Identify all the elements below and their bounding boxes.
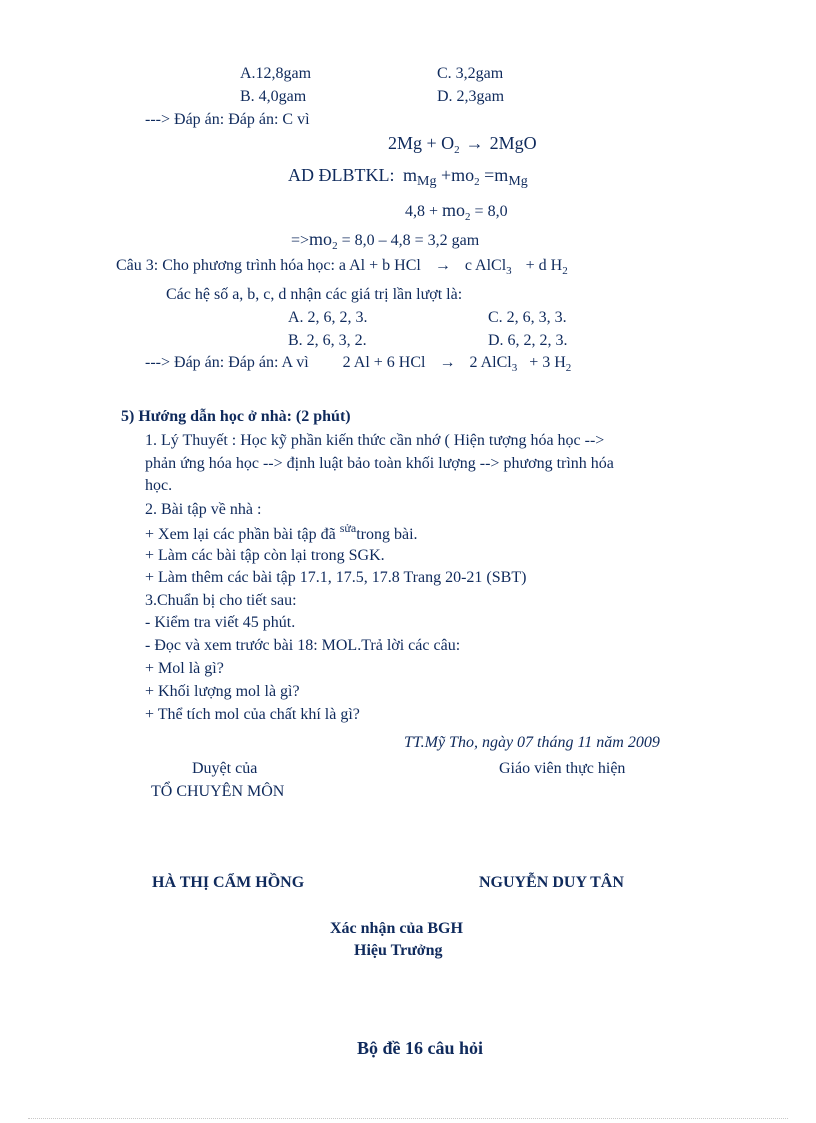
homework-line-5b: sửa — [339, 521, 357, 535]
q3-option-b: B. 2, 6, 3, 2. — [288, 332, 367, 349]
eq1-right: 2MgO — [489, 133, 537, 153]
calc2-right: = 8,0 – 4,8 = 3,2 gam — [341, 232, 480, 249]
q2-option-d: D. 2,3gam — [437, 88, 505, 105]
calc2-sub: 2 — [332, 240, 338, 252]
calc-line-1 — [405, 200, 508, 222]
q3-answer-product2: + 3 H — [529, 354, 566, 371]
homework-line-7: + Làm thêm các bài tập 17.1, 17.5, 17.8 Trang 20-21 (SBT) — [145, 569, 527, 586]
equation-mg-o2 — [388, 133, 537, 156]
arrow-icon: → — [434, 257, 451, 274]
homework-line-12: + Khối lượng mol là gì? — [145, 683, 300, 700]
sign-left-1: Duyệt của — [192, 760, 258, 777]
sign-right-name: NGUYỄN DUY TÂN — [479, 874, 624, 891]
bgh-line-1: Xác nhận của BGH — [330, 920, 463, 937]
homework-line-8: 3.Chuẩn bị cho tiết sau: — [145, 592, 297, 609]
q3-answer-reactants: 2 Al + 6 HCl — [342, 354, 426, 371]
q3-question — [116, 256, 568, 276]
homework-heading: 5) Hướng dẫn học ở nhà: (2 phút) — [121, 408, 351, 425]
mass-conservation-line — [288, 165, 528, 189]
q3-option-a: A. 2, 6, 2, 3. — [288, 309, 368, 326]
sign-date: TT.Mỹ Tho, ngày 07 tháng 11 năm 2009 — [404, 734, 660, 751]
calc2-left: => — [291, 232, 310, 249]
homework-line-10: - Đọc và xem trước bài 18: MOL.Trả lời các câu: — [145, 637, 461, 654]
calc1-mo: mo — [442, 200, 466, 220]
q3-product2: + d H — [525, 257, 563, 274]
q3-answer-product1: 2 AlCl — [469, 354, 512, 371]
eq1-left: 2Mg + O — [388, 133, 455, 153]
homework-line-13: + Thể tích mol của chất khí là gì? — [145, 706, 360, 723]
question-set-title: Bộ đề 16 câu hỏi — [357, 1038, 484, 1058]
ad-eq: = — [484, 165, 495, 185]
bgh-line-2: Hiệu Trưởng — [354, 942, 443, 959]
homework-line-11: + Mol là gì? — [145, 660, 224, 677]
homework-line-2: phản ứng hóa học --> định luật bảo toàn khối lượng --> phương trình hóa — [145, 455, 614, 472]
q3-product2-sub: 2 — [562, 265, 568, 277]
ad-plus: + — [440, 165, 452, 185]
calc2-mo: mo — [309, 229, 333, 249]
homework-line-4: 2. Bài tập về nhà : — [145, 501, 262, 518]
eq1-sub: 2 — [454, 144, 460, 156]
ad-label: AD ĐLBTKL: — [288, 165, 395, 185]
sign-right-1: Giáo viên thực hiện — [499, 760, 626, 777]
sign-left-2: TỔ CHUYÊN MÔN — [151, 783, 285, 800]
q3-answer-product2-sub: 2 — [565, 362, 572, 374]
homework-line-5c: trong bài. — [356, 526, 418, 543]
q3-answer: ---> Đáp án: Đáp án: A vì — [145, 354, 309, 371]
homework-line-5a: + Xem lại các phần bài tập đã — [145, 526, 336, 543]
ad-m: m — [403, 165, 418, 185]
arrow-icon: → — [465, 133, 484, 153]
calc1-sub: 2 — [465, 211, 471, 223]
sign-left-name: HÀ THỊ CẨM HỒNG — [152, 874, 305, 891]
q3-option-c: C. 2, 6, 3, 3. — [488, 309, 567, 326]
homework-line-5 — [145, 521, 418, 545]
homework-line-3: học. — [145, 477, 173, 494]
page-bottom-divider — [28, 1118, 788, 1119]
q2-option-c: C. 3,2gam — [437, 65, 504, 82]
q3-product1-sub: 3 — [506, 265, 512, 277]
ad-mg-sub: Mg — [417, 174, 437, 189]
q3-text: Câu 3: Cho phương trình hóa học: a Al + b HCl — [116, 257, 421, 274]
q2-option-b: B. 4,0gam — [240, 88, 307, 105]
q3-answer-product1-sub: 3 — [511, 362, 518, 374]
q3-option-d: D. 6, 2, 2, 3. — [488, 332, 568, 349]
arrow-icon: → — [439, 354, 456, 371]
ad-mg2-sub: Mg — [508, 174, 528, 189]
q2-option-a: A.12,8gam — [240, 65, 312, 82]
q3-answer-line — [145, 353, 571, 373]
homework-line-9: - Kiểm tra viết 45 phút. — [145, 614, 296, 631]
homework-line-6: + Làm các bài tập còn lại trong SGK. — [145, 547, 385, 564]
ad-m2: m — [494, 165, 509, 185]
calc1-left: 4,8 + — [405, 203, 439, 220]
ad-mo: mo — [451, 165, 475, 185]
ad-o2-sub: 2 — [474, 176, 480, 188]
calc1-right: = 8,0 — [474, 203, 508, 220]
q2-answer: ---> Đáp án: Đáp án: C vì — [145, 111, 310, 128]
q3-product1: c AlCl — [464, 257, 507, 274]
q3-prompt: Các hệ số a, b, c, d nhận các giá trị lần lượt là: — [166, 286, 463, 303]
calc-line-2 — [291, 229, 479, 251]
homework-line-1: 1. Lý Thuyết : Học kỹ phần kiến thức cần nhớ ( Hiện tượng hóa học --> — [145, 432, 605, 449]
